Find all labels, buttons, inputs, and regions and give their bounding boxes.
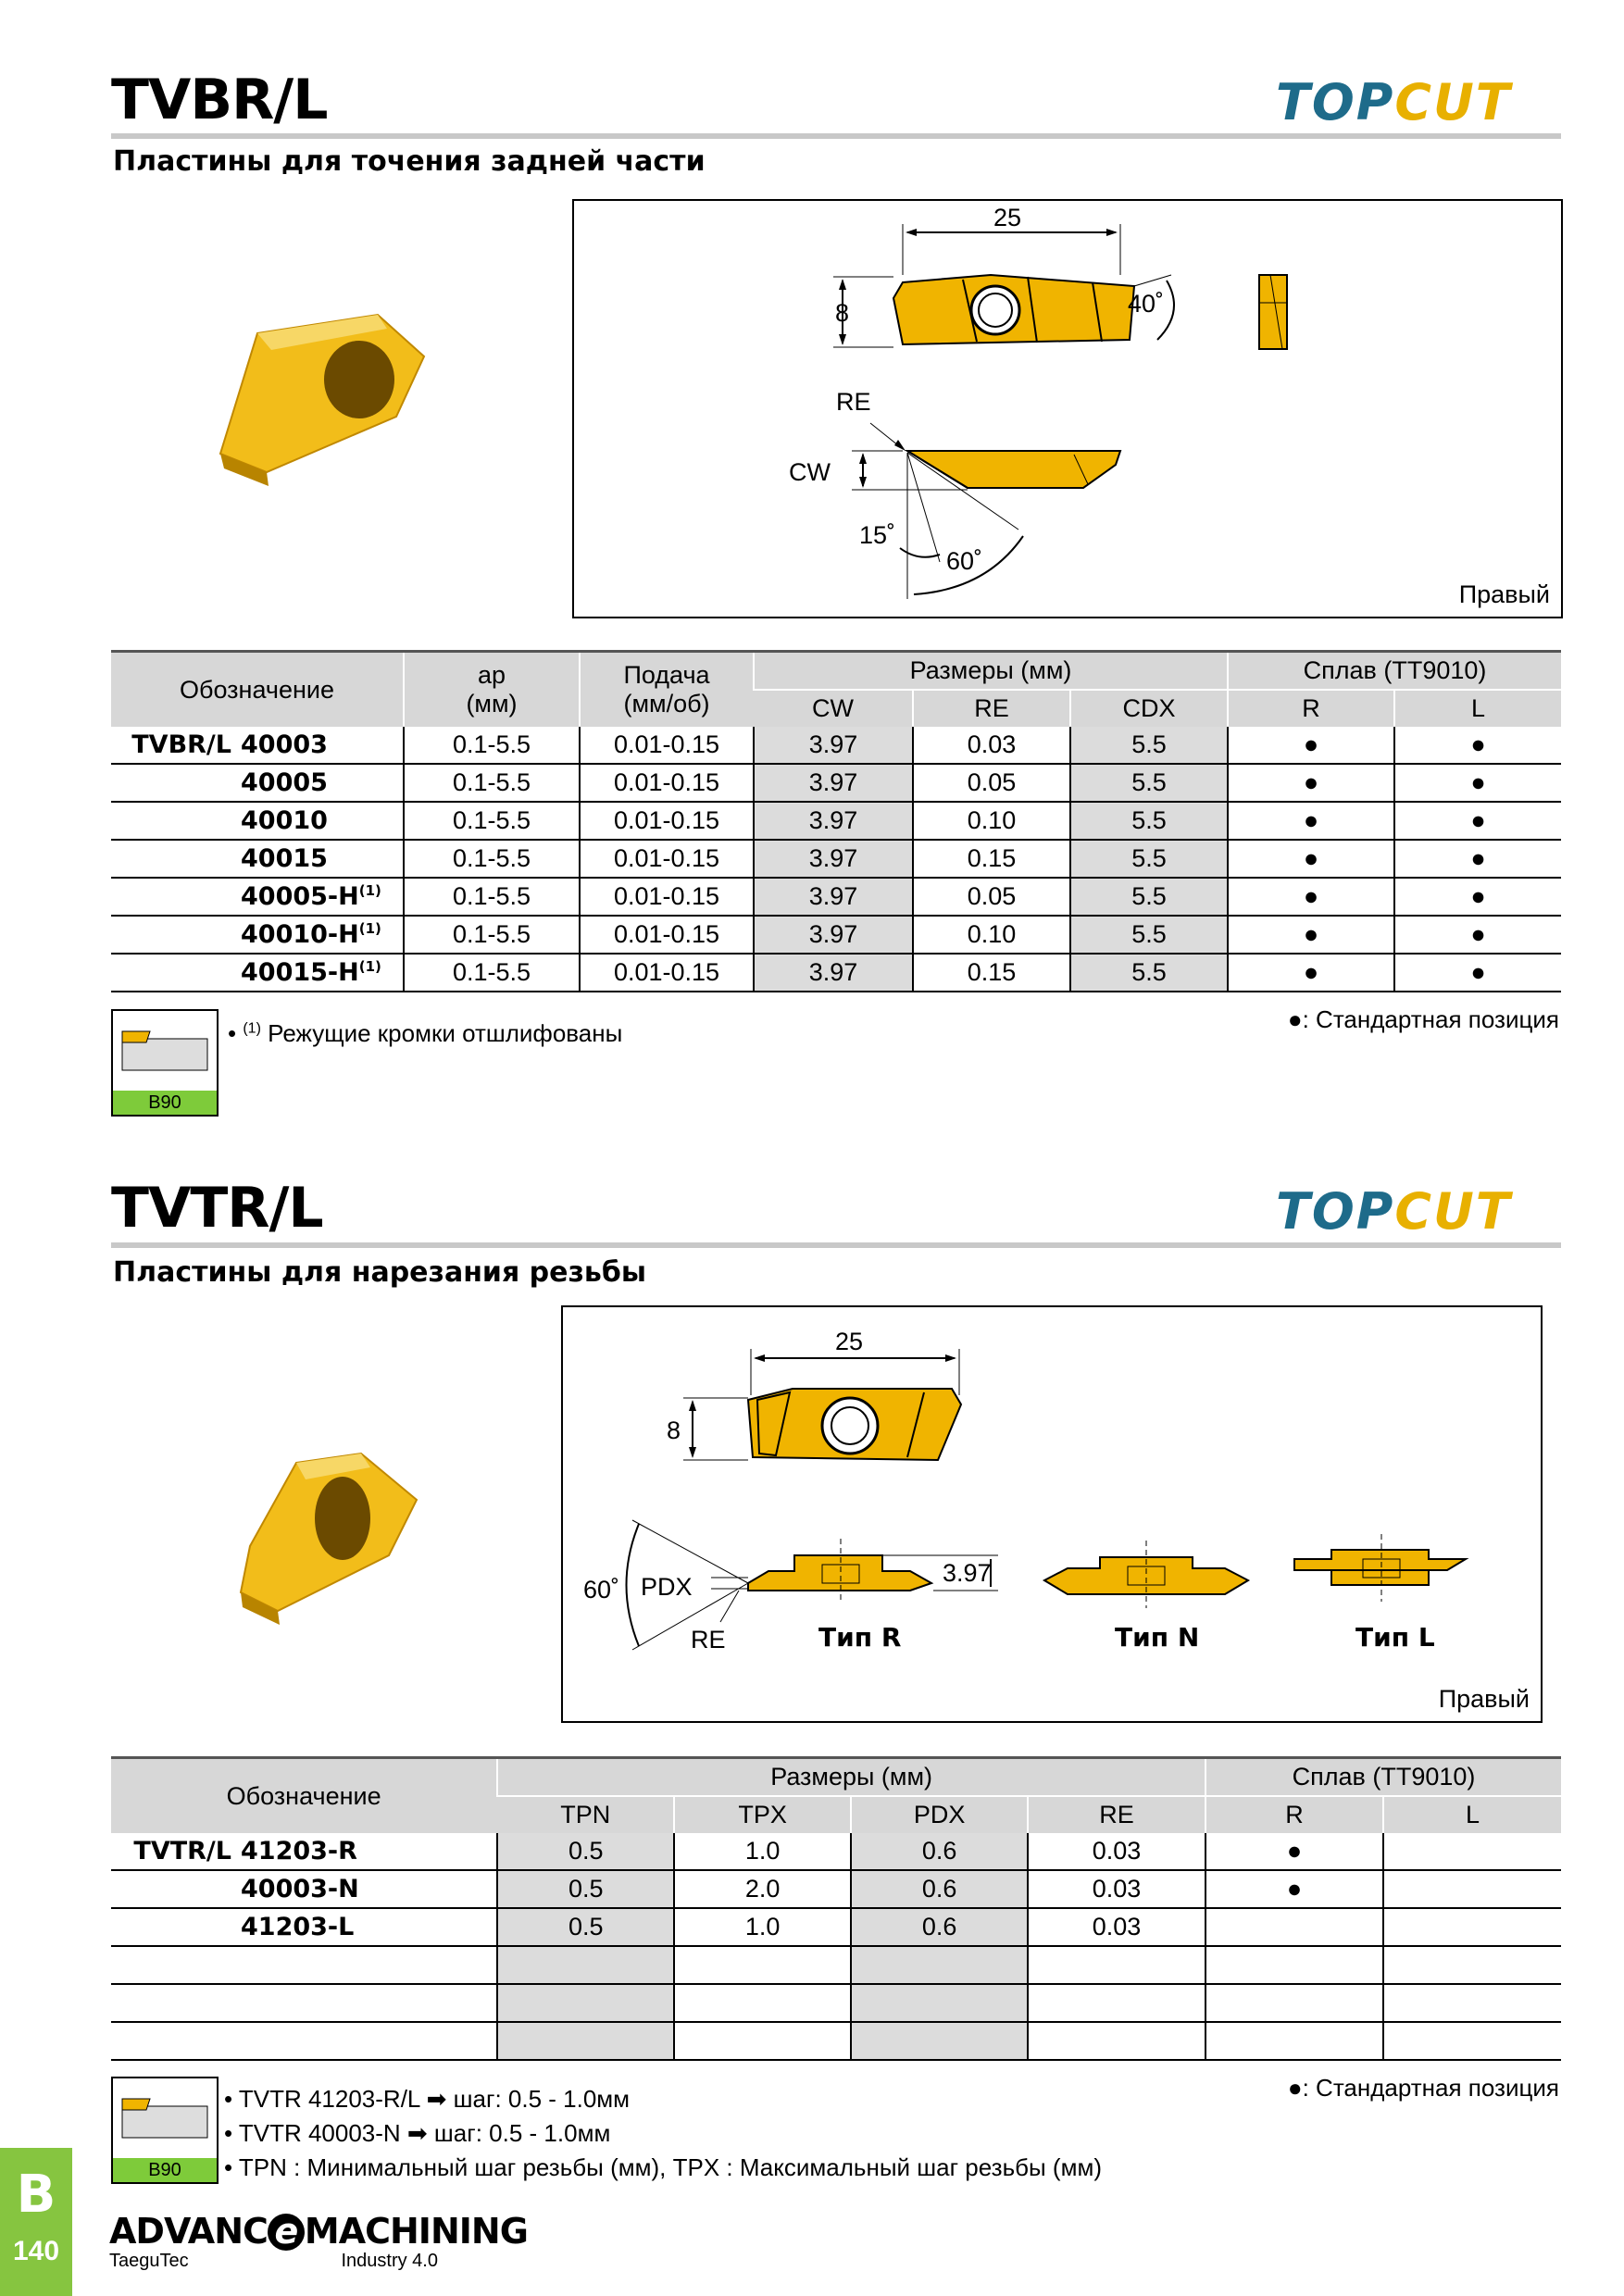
drawing-box-2	[561, 1305, 1543, 1723]
designation-code: 41203-L	[241, 1913, 355, 1941]
re-cell: 0.15	[913, 840, 1070, 878]
cw-cell: 3.97	[754, 727, 913, 764]
re-cell: 0.03	[913, 727, 1070, 764]
designation-cell	[111, 916, 404, 954]
table-row	[111, 764, 1561, 802]
designation-code: 40003-N	[241, 1875, 359, 1903]
ap-cell: 0.1-5.5	[404, 764, 580, 802]
designation-prefix: TVTR/L	[133, 1837, 231, 1866]
feed-cell: 0.01-0.15	[580, 764, 754, 802]
page-number: 140	[12, 2236, 60, 2266]
topcut-logo-2	[1276, 1182, 1512, 1241]
alloy-r-cell	[1206, 1984, 1383, 2022]
header-l: L	[1394, 690, 1561, 727]
b90-icon	[111, 1009, 219, 1117]
footer-brand	[109, 2211, 528, 2271]
insert-photo	[211, 306, 433, 491]
ap-cell: 0.1-5.5	[404, 916, 580, 954]
alloy-l-cell: ●	[1394, 727, 1561, 764]
header-ap	[404, 652, 580, 728]
dim-8-2: 8	[667, 1416, 681, 1444]
alloy-r-cell: ●	[1206, 1870, 1383, 1908]
brand-sub-right: Industry 4.0	[341, 2251, 438, 2271]
spec-table-2	[111, 1756, 1561, 2061]
brand-sub	[109, 2251, 438, 2271]
header-tpx: TPX	[674, 1796, 851, 1833]
alloy-r-cell: ●	[1228, 916, 1394, 954]
header-feed-unit: (мм/об)	[623, 690, 710, 718]
feed-cell: 0.01-0.15	[580, 802, 754, 840]
designation-cell	[111, 727, 404, 764]
tpn-cell: 0.5	[497, 1870, 674, 1908]
dim-397: 3.97	[943, 1559, 992, 1587]
alloy-r-cell: ●	[1228, 954, 1394, 992]
tpn-cell	[497, 1984, 674, 2022]
title-rule	[111, 133, 1561, 139]
designation-code: 40015-H	[241, 958, 359, 987]
header-tpn: TPN	[497, 1796, 674, 1833]
feed-cell: 0.01-0.15	[580, 954, 754, 992]
alloy-r-cell: ●	[1228, 764, 1394, 802]
cw-cell: 3.97	[754, 878, 913, 916]
designation-sup: (1)	[358, 920, 381, 937]
cdx-cell: 5.5	[1070, 878, 1228, 916]
designation-cell	[111, 840, 404, 878]
alloy-l-cell	[1383, 1908, 1561, 1946]
legend-1: ●: Стандартная позиция	[1287, 1005, 1559, 1033]
b90-label: B90	[113, 1091, 217, 1115]
section2-title: TVTR/L	[111, 1176, 323, 1241]
angle-60: 60˚	[946, 547, 983, 575]
alloy-r-cell: ●	[1228, 840, 1394, 878]
alloy-l-cell: ●	[1394, 954, 1561, 992]
cw-cell: 3.97	[754, 840, 913, 878]
insert-photo-2	[222, 1444, 435, 1629]
dim-25-2: 25	[835, 1328, 864, 1355]
label-pdx: PDX	[641, 1573, 693, 1601]
note-line-1: • TVTR 41203-R/L ➡ шаг: 0.5 - 1.0мм	[224, 2085, 631, 2113]
feed-cell: 0.01-0.15	[580, 916, 754, 954]
technical-drawing-2	[563, 1307, 1541, 1721]
designation-code: 40010-H	[241, 920, 359, 949]
tpx-cell: 1.0	[674, 1908, 851, 1946]
table-row	[111, 954, 1561, 992]
angle-40: 40˚	[1128, 290, 1165, 318]
brand-part-a: ADVANC	[109, 2211, 268, 2252]
designation-cell	[111, 1984, 497, 2022]
header-re-2: RE	[1028, 1796, 1206, 1833]
alloy-l-cell	[1383, 1946, 1561, 1984]
alloy-l-cell: ●	[1394, 878, 1561, 916]
alloy-l-cell: ●	[1394, 802, 1561, 840]
type-n-label: Тип N	[1115, 1622, 1200, 1653]
table-row	[111, 1946, 1561, 1984]
b90-label-2: B90	[113, 2158, 217, 2182]
tpx-cell	[674, 1946, 851, 1984]
feed-cell: 0.01-0.15	[580, 727, 754, 764]
re-cell	[1028, 2022, 1206, 2060]
cdx-cell: 5.5	[1070, 802, 1228, 840]
toolholder-icon-2	[113, 2078, 217, 2158]
spec-table-1	[111, 650, 1561, 992]
ap-cell: 0.1-5.5	[404, 954, 580, 992]
alloy-l-cell	[1383, 1833, 1561, 1870]
ap-cell: 0.1-5.5	[404, 727, 580, 764]
alloy-l-cell: ●	[1394, 764, 1561, 802]
section-tab	[0, 2148, 72, 2296]
toolholder-icon	[113, 1011, 217, 1091]
footnote-text: Режущие кромки отшлифованы	[268, 1019, 623, 1047]
header-cdx: CDX	[1070, 690, 1228, 727]
designation-cell	[111, 1870, 497, 1908]
re-cell: 0.05	[913, 764, 1070, 802]
feed-cell: 0.01-0.15	[580, 878, 754, 916]
table-row	[111, 916, 1561, 954]
type-l-label: Тип L	[1355, 1622, 1435, 1653]
angle-60-2: 60˚	[583, 1576, 620, 1603]
header-r: R	[1228, 690, 1394, 727]
b90-icon-2	[111, 2077, 219, 2184]
section2-subtitle: Пластины для нарезания резьбы	[113, 1256, 646, 1289]
header-alloy-2: Сплав (TT9010)	[1206, 1758, 1561, 1797]
re-cell	[1028, 1984, 1206, 2022]
label-re-2: RE	[691, 1626, 726, 1653]
header-ap-unit: (мм)	[466, 690, 518, 718]
re-cell	[1028, 1946, 1206, 1984]
designation-code: 40003	[241, 730, 328, 759]
header-re: RE	[913, 690, 1070, 727]
pdx-cell	[851, 1946, 1028, 1984]
table-row	[111, 1833, 1561, 1870]
cw-cell: 3.97	[754, 802, 913, 840]
logo-cut: CUT	[1394, 73, 1512, 131]
header-designation-2: Обозначение	[111, 1758, 497, 1834]
pdx-cell	[851, 1984, 1028, 2022]
dim-8: 8	[835, 299, 850, 327]
designation-cell	[111, 2022, 497, 2060]
alloy-r-cell	[1206, 1946, 1383, 1984]
designation-cell	[111, 802, 404, 840]
header-pdx: PDX	[851, 1796, 1028, 1833]
alloy-r-cell: ●	[1228, 878, 1394, 916]
hand-label-2: Правый	[1438, 1685, 1530, 1713]
footnote-sup: (1)	[243, 1020, 261, 1037]
footnote-bullet: •	[228, 1019, 237, 1047]
header-r-2: R	[1206, 1796, 1383, 1833]
designation-code: 41203-R	[241, 1837, 357, 1866]
designation-cell	[111, 1833, 497, 1870]
tpn-cell: 0.5	[497, 1833, 674, 1870]
tpn-cell	[497, 2022, 674, 2060]
label-re: RE	[836, 388, 871, 416]
tpx-cell: 2.0	[674, 1870, 851, 1908]
angle-15: 15˚	[859, 521, 896, 549]
brand-part-b: MACHINING	[304, 2211, 528, 2252]
designation-prefix: TVBR/L	[131, 730, 231, 759]
header-alloy: Сплав (TT9010)	[1228, 652, 1561, 691]
alloy-r-cell: ●	[1206, 1833, 1383, 1870]
alloy-l-cell	[1383, 1870, 1561, 1908]
cdx-cell: 5.5	[1070, 764, 1228, 802]
tab-letter: B	[16, 2165, 56, 2225]
section1-title: TVBR/L	[111, 68, 328, 132]
header-feed	[580, 652, 754, 728]
designation-cell	[111, 1946, 497, 1984]
cw-cell: 3.97	[754, 764, 913, 802]
pdx-cell: 0.6	[851, 1833, 1028, 1870]
designation-code: 40005	[241, 768, 328, 797]
notes-2	[224, 2082, 1102, 2185]
header-dims-2: Размеры (мм)	[497, 1758, 1206, 1797]
tpn-cell	[497, 1946, 674, 1984]
header-feed-label: Подача	[623, 661, 710, 689]
header-ap-label: ap	[477, 661, 506, 689]
table-row	[111, 2022, 1561, 2060]
re-cell: 0.10	[913, 802, 1070, 840]
alloy-l-cell: ●	[1394, 840, 1561, 878]
table-row	[111, 840, 1561, 878]
logo-top-2: TOP	[1276, 1182, 1395, 1241]
header-designation: Обозначение	[111, 652, 404, 728]
designation-cell	[111, 878, 404, 916]
ap-cell: 0.1-5.5	[404, 840, 580, 878]
table-row	[111, 727, 1561, 764]
header-cw: CW	[754, 690, 913, 727]
title-rule-2	[111, 1242, 1561, 1248]
re-cell: 0.15	[913, 954, 1070, 992]
re-cell: 0.05	[913, 878, 1070, 916]
section1-subtitle: Пластины для точения задней части	[113, 145, 706, 178]
drawing-box-1	[572, 199, 1563, 618]
cdx-cell: 5.5	[1070, 840, 1228, 878]
note-line-3: • TPN : Минимальный шаг резьбы (мм), TPX : Максимальный шаг резьбы (мм)	[224, 2153, 1102, 2181]
cdx-cell: 5.5	[1070, 727, 1228, 764]
table-row	[111, 1870, 1561, 1908]
table-row	[111, 802, 1561, 840]
table-row	[111, 878, 1561, 916]
footnote-1	[228, 1019, 622, 1048]
technical-drawing-1	[574, 201, 1561, 617]
re-cell: 0.10	[913, 916, 1070, 954]
label-cw: CW	[789, 458, 831, 486]
ap-cell: 0.1-5.5	[404, 878, 580, 916]
designation-cell	[111, 1908, 497, 1946]
pdx-cell: 0.6	[851, 1870, 1028, 1908]
alloy-r-cell	[1206, 1908, 1383, 1946]
alloy-r-cell	[1206, 2022, 1383, 2060]
designation-code: 40010	[241, 806, 328, 835]
brand-e: e	[268, 2214, 305, 2251]
alloy-l-cell	[1383, 1984, 1561, 2022]
dim-25: 25	[993, 204, 1022, 231]
cw-cell: 3.97	[754, 916, 913, 954]
brand-sub-left: TaeguTec	[109, 2251, 189, 2271]
cw-cell: 3.97	[754, 954, 913, 992]
designation-code: 40005-H	[241, 882, 359, 911]
tpx-cell	[674, 2022, 851, 2060]
tpn-cell: 0.5	[497, 1908, 674, 1946]
logo-top: TOP	[1276, 73, 1395, 131]
logo-cut-2: CUT	[1394, 1182, 1512, 1241]
feed-cell: 0.01-0.15	[580, 840, 754, 878]
designation-sup: (1)	[358, 882, 381, 899]
tpx-cell	[674, 1984, 851, 2022]
re-cell: 0.03	[1028, 1833, 1206, 1870]
header-dims: Размеры (мм)	[754, 652, 1228, 691]
designation-cell	[111, 954, 404, 992]
re-cell: 0.03	[1028, 1908, 1206, 1946]
alloy-r-cell: ●	[1228, 802, 1394, 840]
designation-cell	[111, 764, 404, 802]
type-r-label: Тип R	[818, 1622, 902, 1653]
alloy-r-cell: ●	[1228, 727, 1394, 764]
alloy-l-cell: ●	[1394, 916, 1561, 954]
brand-main	[109, 2211, 528, 2252]
re-cell: 0.03	[1028, 1870, 1206, 1908]
hand-label: Правый	[1458, 580, 1550, 608]
designation-sup: (1)	[358, 958, 381, 975]
designation-code: 40015	[241, 844, 328, 873]
header-l-2: L	[1383, 1796, 1561, 1833]
table-row	[111, 1984, 1561, 2022]
pdx-cell: 0.6	[851, 1908, 1028, 1946]
table-row	[111, 1908, 1561, 1946]
ap-cell: 0.1-5.5	[404, 802, 580, 840]
pdx-cell	[851, 2022, 1028, 2060]
cdx-cell: 5.5	[1070, 916, 1228, 954]
legend-2: ●: Стандартная позиция	[1287, 2074, 1559, 2102]
tpx-cell: 1.0	[674, 1833, 851, 1870]
cdx-cell: 5.5	[1070, 954, 1228, 992]
alloy-l-cell	[1383, 2022, 1561, 2060]
note-line-2: • TVTR 40003-N ➡ шаг: 0.5 - 1.0мм	[224, 2119, 611, 2147]
topcut-logo	[1276, 73, 1512, 131]
